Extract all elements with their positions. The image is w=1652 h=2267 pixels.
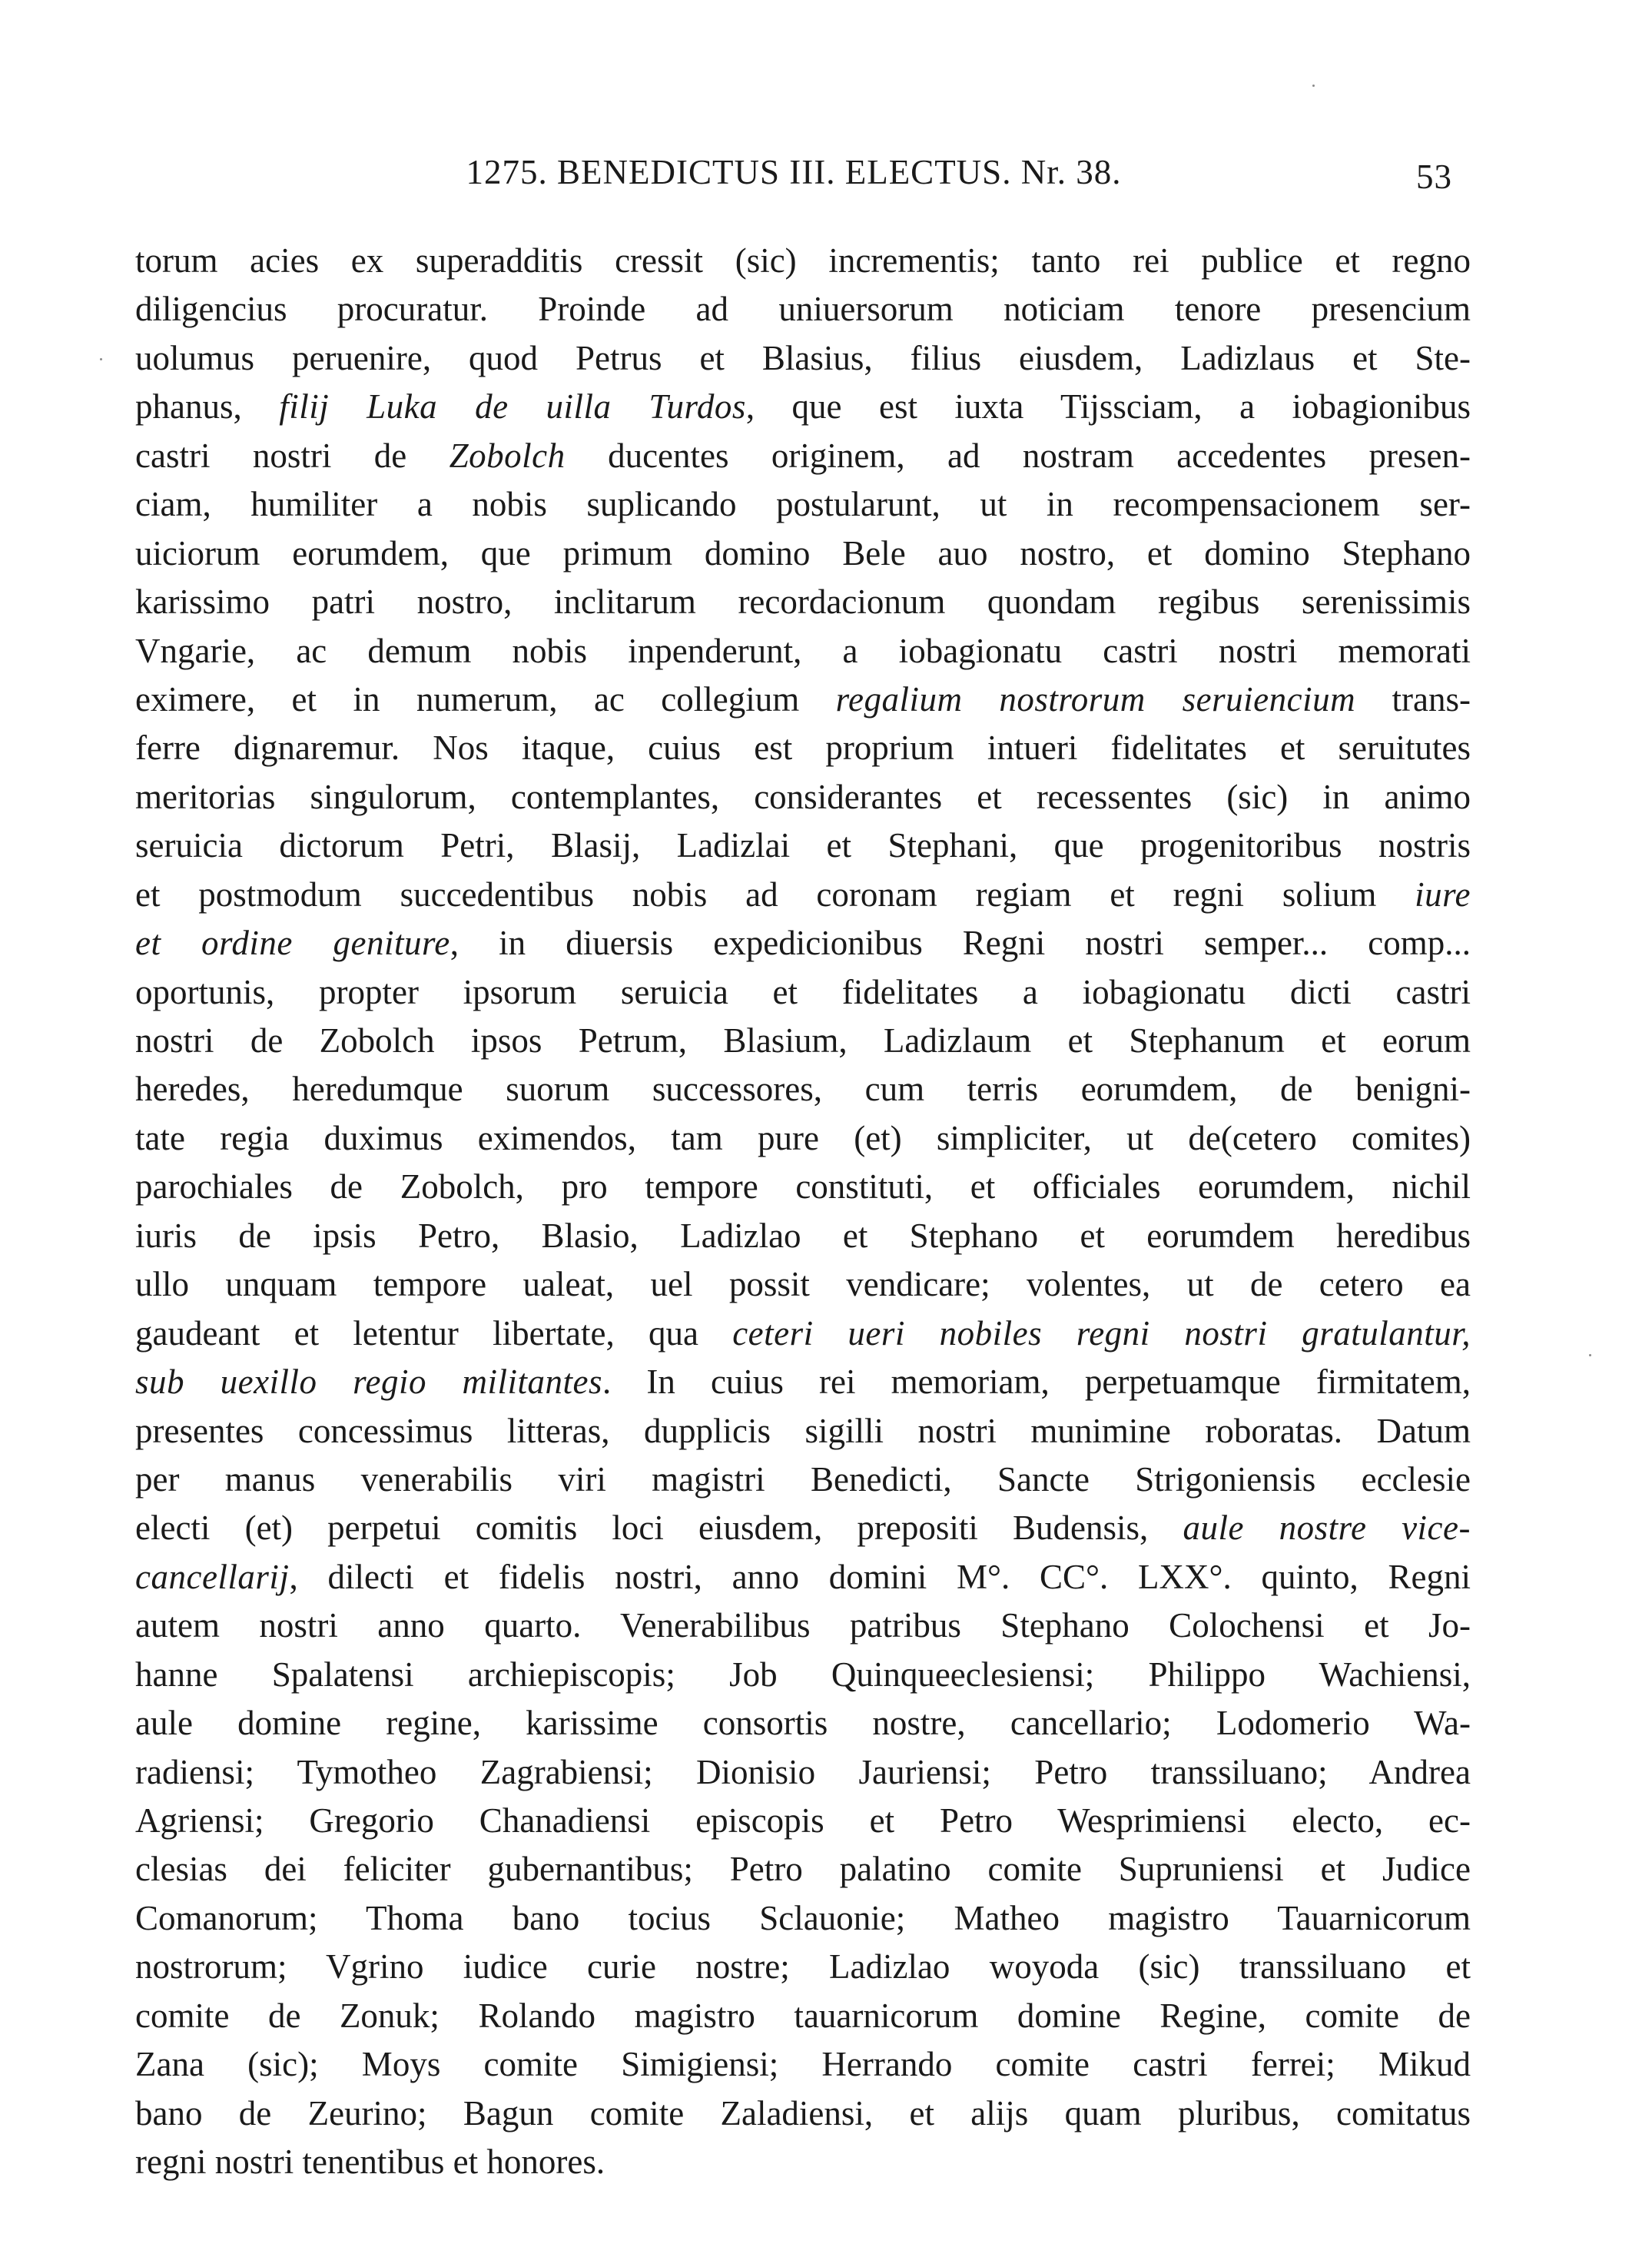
text-line <box>135 871 1471 919</box>
text-segment: uolumus peruenire, quod Petrus et Blasius, filius eiusdem, Ladizlaus et Ste- <box>135 338 1471 377</box>
text-line <box>135 1553 1471 1602</box>
text-line <box>135 1992 1471 2040</box>
text-segment: Vngarie, ac demum nobis inpenderunt, a iobagionatu castri nostri memorati <box>135 631 1471 670</box>
text-line <box>135 1699 1471 1748</box>
text-line <box>135 2089 1471 2138</box>
text-segment: bano de Zeurino; Bagun comite Zaladiensi, et alijs quam pluribus, comitatus <box>135 2093 1471 2133</box>
scan-speck <box>1312 85 1315 87</box>
charter-text <box>135 237 1471 2187</box>
page-number: 53 <box>1416 158 1452 196</box>
running-head <box>135 152 1452 198</box>
text-line <box>135 285 1471 334</box>
text-segment: karissimo patri nostro, inclitarum recordacionum quondam regibus serenissimis <box>135 583 1471 622</box>
text-segment: aule domine regine, karissime consortis nostre, cancellario; Lodomerio Wa- <box>135 1704 1471 1743</box>
text-line <box>135 675 1471 724</box>
running-title: 1275. BENEDICTUS III. ELECTUS. Nr. 38. <box>466 153 1122 191</box>
text-segment: meritorias singulorum, contemplantes, considerantes et recessentes (sic) in animo <box>135 777 1471 816</box>
text-line <box>135 529 1471 578</box>
text-segment: gaudeant et letentur libertate, qua <box>135 1313 733 1353</box>
text-line <box>135 1017 1471 1065</box>
text-line <box>135 1163 1471 1211</box>
text-line <box>135 1114 1471 1163</box>
text-segment: castri nostri de <box>135 436 449 475</box>
text-line <box>135 2040 1471 2089</box>
text-line <box>135 919 1471 968</box>
text-segment: eximere, et in numerum, ac collegium <box>135 679 836 719</box>
text-segment: Zana (sic); Moys comite Simigiensi; Herrando comite castri ferrei; Mikud <box>135 2045 1471 2084</box>
italic-text-segment: sub uexillo regio militantes <box>135 1363 603 1402</box>
text-segment: diligencius procuratur. Proinde ad uniuersorum noticiam tenore presencium <box>135 290 1471 329</box>
text-segment: iuris de ipsis Petro, Blasio, Ladizlao et Stephano et eorumdem heredibus <box>135 1216 1471 1255</box>
text-segment: . In cuius rei memoriam, perpetuamque firmitatem, <box>602 1363 1471 1402</box>
italic-text-segment: filij Luka de uilla Turdos <box>279 387 746 427</box>
text-line <box>135 1212 1471 1260</box>
text-line <box>135 1651 1471 1699</box>
text-line <box>135 1358 1471 1406</box>
text-segment: torum acies ex superadditis cressit (sic) incrementis; tanto rei publice et regno <box>135 241 1471 280</box>
text-line <box>135 968 1471 1017</box>
italic-text-segment: et ordine geniture <box>135 924 450 963</box>
text-line <box>135 578 1471 626</box>
text-line <box>135 480 1471 529</box>
text-segment: uiciorum eorumdem, que primum domino Bele auo nostro, et domino Stephano <box>135 533 1471 573</box>
text-segment: Agriensi; Gregorio Chanadiensi episcopis et Petro Wesprimiensi electo, ec- <box>135 1801 1471 1840</box>
text-line <box>135 1748 1471 1797</box>
italic-text-segment: cancellarij <box>135 1557 290 1596</box>
text-line <box>135 237 1471 285</box>
text-line <box>135 2138 1471 2186</box>
text-segment: per manus venerabilis viri magistri Benedicti, Sancte Strigoniensis ecclesie <box>135 1459 1471 1499</box>
text-segment: parochiales de Zobolch, pro tempore constituti, et officiales eorumdem, nichil <box>135 1167 1471 1207</box>
text-line <box>135 1309 1471 1358</box>
text-segment: electi (et) perpetui comitis loci eiusdem, prepositi Budensis, <box>135 1509 1183 1548</box>
text-line <box>135 334 1471 383</box>
text-segment: nostri de Zobolch ipsos Petrum, Blasium, Ladizlaum et Stephanum et eorum <box>135 1021 1471 1060</box>
text-segment: presentes concessimus litteras, dupplicis sigilli nostri munimine roboratas. Datum <box>135 1411 1471 1450</box>
text-line <box>135 383 1471 431</box>
text-segment: phanus, <box>135 387 280 427</box>
text-segment: seruicia dictorum Petri, Blasij, Ladizlai et Stephani, que progenitoribus nostris <box>135 826 1471 865</box>
text-segment: hanne Spalatensi archiepiscopis; Job Quinqueeclesiensi; Philippo Wachiensi, <box>135 1655 1471 1694</box>
text-segment: , que est iuxta Tijssciam, a iobagionibus <box>745 387 1471 427</box>
text-segment: regni nostri tenentibus et honores. <box>135 2143 605 2182</box>
text-line <box>135 432 1471 480</box>
text-segment: nostrorum; Vgrino iudice curie nostre; Ladizlao woyoda (sic) transsiluano et <box>135 1947 1471 1987</box>
text-line <box>135 1455 1471 1504</box>
text-line <box>135 821 1471 870</box>
text-segment: oportunis, propter ipsorum seruicia et fidelitates a iobagionatu dicti castri <box>135 972 1471 1011</box>
text-line <box>135 724 1471 772</box>
scan-speck <box>1589 1354 1591 1356</box>
text-line <box>135 1845 1471 1894</box>
text-line <box>135 1943 1471 1991</box>
italic-text-segment: iure <box>1415 875 1471 914</box>
text-line <box>135 773 1471 821</box>
italic-text-segment: ceteri ueri nobiles regni nostri gratulantur, <box>732 1313 1471 1353</box>
text-segment: ducentes originem, ad nostram accedentes presen- <box>565 436 1471 475</box>
text-segment: radiensi; Tymotheo Zagrabiensi; Dionisio Jauriensi; Petro transsiluano; Andrea <box>135 1752 1471 1791</box>
italic-text-segment: aule nostre vice- <box>1183 1509 1471 1548</box>
text-segment: heredes, heredumque suorum successores, cum terris eorumdem, de benigni- <box>135 1070 1471 1109</box>
text-line <box>135 1504 1471 1552</box>
text-segment: , dilecti et fidelis nostri, anno domini M°. CC°. LXX°. quinto, Regni <box>289 1557 1471 1596</box>
text-segment: Comanorum; Thoma bano tocius Sclauonie; Matheo magistro Tauarnicorum <box>135 1898 1471 1937</box>
text-segment: et postmodum succedentibus nobis ad coronam regiam et regni solium <box>135 875 1415 914</box>
text-segment: clesias dei feliciter gubernantibus; Petro palatino comite Supruniensi et Judice <box>135 1850 1471 1889</box>
text-line <box>135 627 1471 675</box>
text-segment: comite de Zonuk; Rolando magistro tauarnicorum domine Regine, comite de <box>135 1996 1471 2035</box>
text-line <box>135 1407 1471 1455</box>
text-line <box>135 1602 1471 1650</box>
italic-text-segment: regalium nostrorum seruiencium <box>835 679 1356 719</box>
text-line <box>135 1797 1471 1845</box>
text-segment: ciam, humiliter a nobis suplicando postularunt, ut in recompensacionem ser- <box>135 485 1471 524</box>
text-segment: , in diuersis expedicionibus Regni nostri semper... comp... <box>449 924 1471 963</box>
text-segment: tate regia duximus eximendos, tam pure (et) simpliciter, ut de(cetero comites) <box>135 1118 1471 1157</box>
text-line <box>135 1065 1471 1114</box>
text-segment: ferre dignaremur. Nos itaque, cuius est proprium intueri fidelitates et seruitutes <box>135 729 1471 768</box>
text-segment: autem nostri anno quarto. Venerabilibus patribus Stephano Colochensi et Jo- <box>135 1606 1471 1645</box>
italic-text-segment: Zobolch <box>449 436 566 475</box>
text-line <box>135 1260 1471 1309</box>
scan-speck <box>100 358 102 360</box>
text-segment: trans- <box>1355 679 1471 719</box>
text-line <box>135 1894 1471 1943</box>
text-segment: ullo unquam tempore ualeat, uel possit vendicare; volentes, ut de cetero ea <box>135 1265 1471 1304</box>
